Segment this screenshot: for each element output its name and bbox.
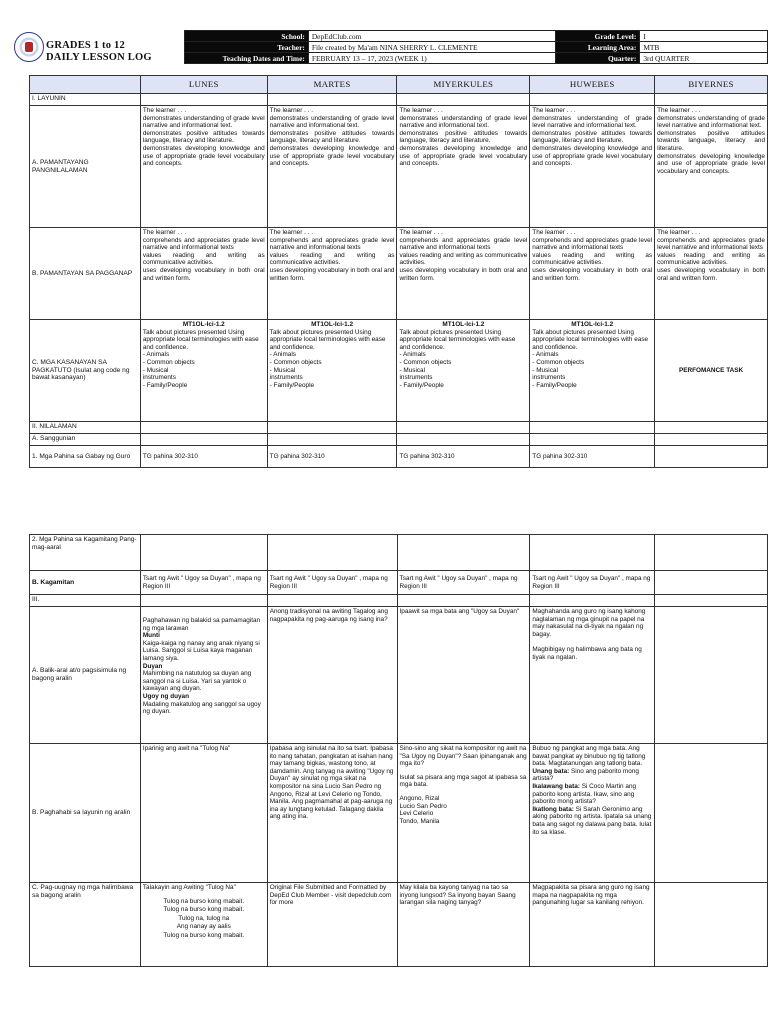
table-cell bbox=[397, 535, 530, 571]
form-title bbox=[46, 40, 152, 64]
title-line-1: GRADES 1 to 12 bbox=[46, 40, 125, 51]
table-cell: Tsart ng Awit " Ugoy sa Duyan" , mapa ng Region III bbox=[267, 571, 397, 595]
kasanayan-row bbox=[30, 320, 768, 422]
table-cell: The learner . . . comprehends and appreciates grade level narrative and informational texts values reading and writing as communicative activities. uses developing vocabulary in both oral and written form. bbox=[655, 228, 768, 320]
section-label: III. bbox=[30, 595, 141, 607]
day-header: HUWEBES bbox=[530, 76, 655, 94]
day-header: MIYERKULES bbox=[397, 76, 530, 94]
table-cell: Ipabasa ang isinulat na ito sa tsart. Ipabasa ito nang tahatan, pangkatan at isahan nang may tamang bigkas, wastong tono, at damdamin. Ang tanyag na awiting "Ugoy ng Duyan" ay sinulat ng mga sikat na kompositor na sina Lucio San Pedro ng Angono, Rizal at Levi Celerio ng Tondo, Manila. Ang pagmamahal at pag-aaruga ng ina ay lungtang ketulad. Talagang dakila ang ating ina. bbox=[267, 744, 397, 883]
teacher-label: Teacher: bbox=[185, 42, 309, 53]
grade-label: Grade Level: bbox=[556, 31, 640, 42]
table-cell: Original File Submitted and Formatted by DepEd Club Member - visit depedclub.com for more bbox=[267, 883, 397, 967]
table-cell bbox=[655, 744, 768, 883]
day-header-row bbox=[30, 76, 768, 94]
table-cell: TG pahina 302-310 bbox=[530, 446, 655, 468]
section-row bbox=[30, 94, 768, 106]
deped-seal-icon bbox=[14, 32, 44, 62]
table-cell: The learner . . . comprehends and appreciates grade level narrative and informational texts values reading and writing as communicative activities. uses developing vocabulary in both oral and written form. bbox=[530, 228, 655, 320]
table-cell: Tsart ng Awit " Ugoy sa Duyan" , mapa ng Region III bbox=[397, 571, 530, 595]
table-cell: Tsart ng Awit " Ugoy sa Duyan" , mapa ng Region III bbox=[140, 571, 267, 595]
table-cell bbox=[655, 535, 768, 571]
title-line-2: DAILY LESSON LOG bbox=[46, 52, 152, 63]
row-label: B. PAMANTAYAN SA PAGGANAP bbox=[30, 228, 141, 320]
quarter-value: 3rd QUARTER bbox=[640, 53, 768, 64]
table-cell: The learner . . . demonstrates understanding of grade level narrative and informational text. demonstrates positive attitudes towards language, literacy and literature. demonstrates developing knowledge and use of appropriate grade level vocabulary and concepts. bbox=[267, 106, 397, 228]
table-cell: The learner . . . demonstrates understanding of grade level narrative and informational text. demonstrates positive attitudes towards language, literacy and literature. demonstrates developing knowledge and use of appropriate grade level vocabulary and concepts. bbox=[397, 106, 530, 228]
section-label: II. NILALAMAN bbox=[30, 422, 141, 434]
day-header: MARTES bbox=[267, 76, 397, 94]
table-cell bbox=[655, 446, 768, 468]
table-cell: TG pahina 302-310 bbox=[140, 446, 267, 468]
pamantayang-row bbox=[30, 106, 768, 228]
dll-header bbox=[8, 30, 768, 64]
performance-task-cell: PERFOMANCE TASK bbox=[655, 320, 768, 422]
table-cell: TG pahina 302-310 bbox=[397, 446, 530, 468]
dates-label: Teaching Dates and Time: bbox=[185, 53, 309, 64]
table-cell: Magpapakita sa pisara ang guro ng isang mapa na nagpapakita ng mga pangunahing lugar sa kanilang rehiyon. bbox=[530, 883, 655, 967]
table-cell bbox=[530, 535, 655, 571]
info-table bbox=[184, 30, 768, 64]
gabay-row bbox=[30, 446, 768, 468]
table-cell: The learner . . . comprehends and appreciates grade level narrative and informational texts values reading and writing as communicative activities. uses developing vocabulary in both oral and written form. bbox=[267, 228, 397, 320]
lesson-log-table-2 bbox=[29, 534, 768, 967]
row-label: B. Paghahabi sa layunin ng aralin bbox=[30, 744, 141, 883]
grade-value: I bbox=[640, 31, 768, 42]
day-header: BIYERNES bbox=[655, 76, 768, 94]
pag-uugnay-row bbox=[30, 883, 768, 967]
table-cell: TG pahina 302-310 bbox=[267, 446, 397, 468]
table-cell: Paghahawan ng balakid sa pamamagitan ng mga larawan Munti Kaiga-kaiga ng nanay ang anak niyang si Luisa. Sanggol si Luisa kaya maganan lamang siya. Duyan Mahimbing na natutulog sa duyan ang sanggol na si Luisa. Yari sa yantok o kawayan ang duyan. Ugoy ng duyan Madaling makatulog ang sanggol sa ugoy ng duyan. bbox=[140, 607, 267, 744]
row-label: A. PAMANTAYANG PANGNILALAMAN bbox=[30, 106, 141, 228]
school-label: School: bbox=[185, 31, 309, 42]
table-cell: Anong tradisyonal na awiting Tagalog ang nagpapakita ng pag-aaruga ng isang ina? bbox=[267, 607, 397, 744]
table-cell: Iparinig ang awit na "Tulog Na" bbox=[140, 744, 267, 883]
row-label: C. MGA KASANAYAN SA PAGKATUTO (Isulat ang code ng bawat kasanayan) bbox=[30, 320, 141, 422]
table-cell: The learner . . . demonstrates understanding of grade level narrative and informational text. demonstrates positive attitudes towards language, literacy and literature. demonstrates developing knowledge and use of appropriate grade level vocabulary and concepts. bbox=[140, 106, 267, 228]
section-label: A. Sanggunian bbox=[30, 434, 141, 446]
paghahabi-row bbox=[30, 744, 768, 883]
table-cell: MT1OL-Ici-1.2 Talk about pictures presented Using appropriate local terminologies with ease and confidence. - Animals - Common objects - Musical instruments - Family/People bbox=[140, 320, 267, 422]
song-lyrics: Tulog na burso kong mabait. Tulog na burso kong mabait. Tulog na, tulog na Ang nanay ay aalis Tulog na burso kong mabait. bbox=[163, 897, 245, 939]
table-cell: The learner . . . demonstrates understanding of grade level narrative and informational text. demonstrates positive attitudes towards language, literacy and literature. demonstrates developing knowledge and use of appropriate grade level vocabulary and concepts. bbox=[655, 106, 768, 228]
table-cell: Maghahanda ang guro ng isang kahong naglalaman ng mga ginupit na papel na may nakasulat na di-tiyak na ngalan ng bagay. Magbibigay ng halimbawa ang bata ng tiyak na ngalan. bbox=[530, 607, 655, 744]
lesson-log-table-1 bbox=[29, 75, 768, 468]
table-cell: The learner . . . comprehends and appreciates grade level narrative and informational texts values reading and writing as communicative activities. uses developing vocabulary in both oral and written form. bbox=[140, 228, 267, 320]
row-label: A. Balik-aral at/o pagsisimula ng bagong aralin bbox=[30, 607, 141, 744]
table-cell: Talakayin ang Awiting "Tulog Na" Tulog na burso kong mabait. Tulog na burso kong mabait. Tulog na, tulog na Ang nanay ay aalis Tulog na burso kong mabait. bbox=[140, 883, 267, 967]
table-cell: The learner . . . demonstrates understanding of grade level narrative and informational text. demonstrates positive attitudes towards language, literacy and literature. demonstrates developing knowledge and use of appropriate grade level vocabulary and concepts. bbox=[530, 106, 655, 228]
corner-cell bbox=[30, 76, 141, 94]
balik-aral-row bbox=[30, 607, 768, 744]
pamantayan-row bbox=[30, 228, 768, 320]
quarter-label: Quarter: bbox=[556, 53, 640, 64]
kagamitan-row bbox=[30, 571, 768, 595]
section-row bbox=[30, 595, 768, 607]
table-cell: Bubuo ng pangkat ang mga bata. Ang bawat pangkat ay binubuo ng tig tatlong bata. Magtatanungan ang tatlong bata. Unang bata: Sino ang paborito mong artista? Ikalawang bata: Si Coco Martin ang paborito kong artista. Ikaw, sino ang paborito mong artista? Ikatlong bata: Si Sarah Geronimo ang aking paborito ng artista. Ipatala sa unang bata ang sagot ng dalawa pang bata. Iulat ito sa klase. bbox=[530, 744, 655, 883]
area-label: Learning Area: bbox=[556, 42, 640, 53]
table-cell bbox=[655, 883, 768, 967]
table-cell: MT1OL-Ici-1.2 Talk about pictures presented Using appropriate local terminologies with ease and confidence. - Animals - Common objects - Musical instruments - Family/People bbox=[267, 320, 397, 422]
table-cell: Ipaawit sa mga bata ang "Ugoy sa Duyan" bbox=[397, 607, 530, 744]
school-value: DepEdClub.com bbox=[308, 31, 556, 42]
table-cell: The learner . . . comprehends and appreciates grade level narrative and informational texts values reading and writing as communicative activities. uses developing vocabulary in both oral and written form. bbox=[397, 228, 530, 320]
teacher-value: File created by Ma'am NINA SHERRY L. CLEMENTE bbox=[308, 42, 556, 53]
section-row bbox=[30, 422, 768, 434]
table-cell bbox=[655, 571, 768, 595]
row-label: 2. Mga Pahina sa Kagamitang Pang-mag-aaral bbox=[30, 535, 141, 571]
section-row bbox=[30, 434, 768, 446]
table-cell bbox=[655, 607, 768, 744]
kagamitang-row bbox=[30, 535, 768, 571]
table-cell bbox=[140, 535, 267, 571]
dates-value: FEBRUARY 13 – 17, 2023 (WEEK 1) bbox=[308, 53, 556, 64]
table-cell: Tsart ng Awit " Ugoy sa Duyan" , mapa ng Region III bbox=[530, 571, 655, 595]
row-label: C. Pag-uugnay ng mga halimbawa sa bagong aralin bbox=[30, 883, 141, 967]
table-cell: MT1OL-Ici-1.2 Talk about pictures presented Using appropriate local terminologies with ease and confidence. - Animals - Common objects - Musical instruments - Family/People bbox=[530, 320, 655, 422]
area-value: MTB bbox=[640, 42, 768, 53]
table-cell bbox=[267, 535, 397, 571]
table-cell: May kilala ba kayong tanyag na tao sa inyong lungsod? Sa inyong bayan Saang larangan sila naging tanyag? bbox=[397, 883, 530, 967]
table-cell: MT1OL-Ici-1.2 Talk about pictures presented Using appropriate local terminologies with ease and confidence. - Animals - Common objects - Musical instruments - Family/People bbox=[397, 320, 530, 422]
table-cell: Sino-sino ang sikat na kompositor ng awit na "Sa Ugoy ng Duyan"? Saan ipinanganak ang mga ito? Isulat sa pisara ang mga sagot at ipabasa sa mga bata. Angono, Rizal Lucio San Pedro Levi Celerio Tondo, Manila bbox=[397, 744, 530, 883]
row-label: 1. Mga Pahina sa Gabay ng Guro bbox=[30, 446, 141, 468]
section-label: I. LAYUNIN bbox=[30, 94, 141, 106]
row-label: B. Kagamitan bbox=[30, 571, 141, 595]
day-header: LUNES bbox=[140, 76, 267, 94]
